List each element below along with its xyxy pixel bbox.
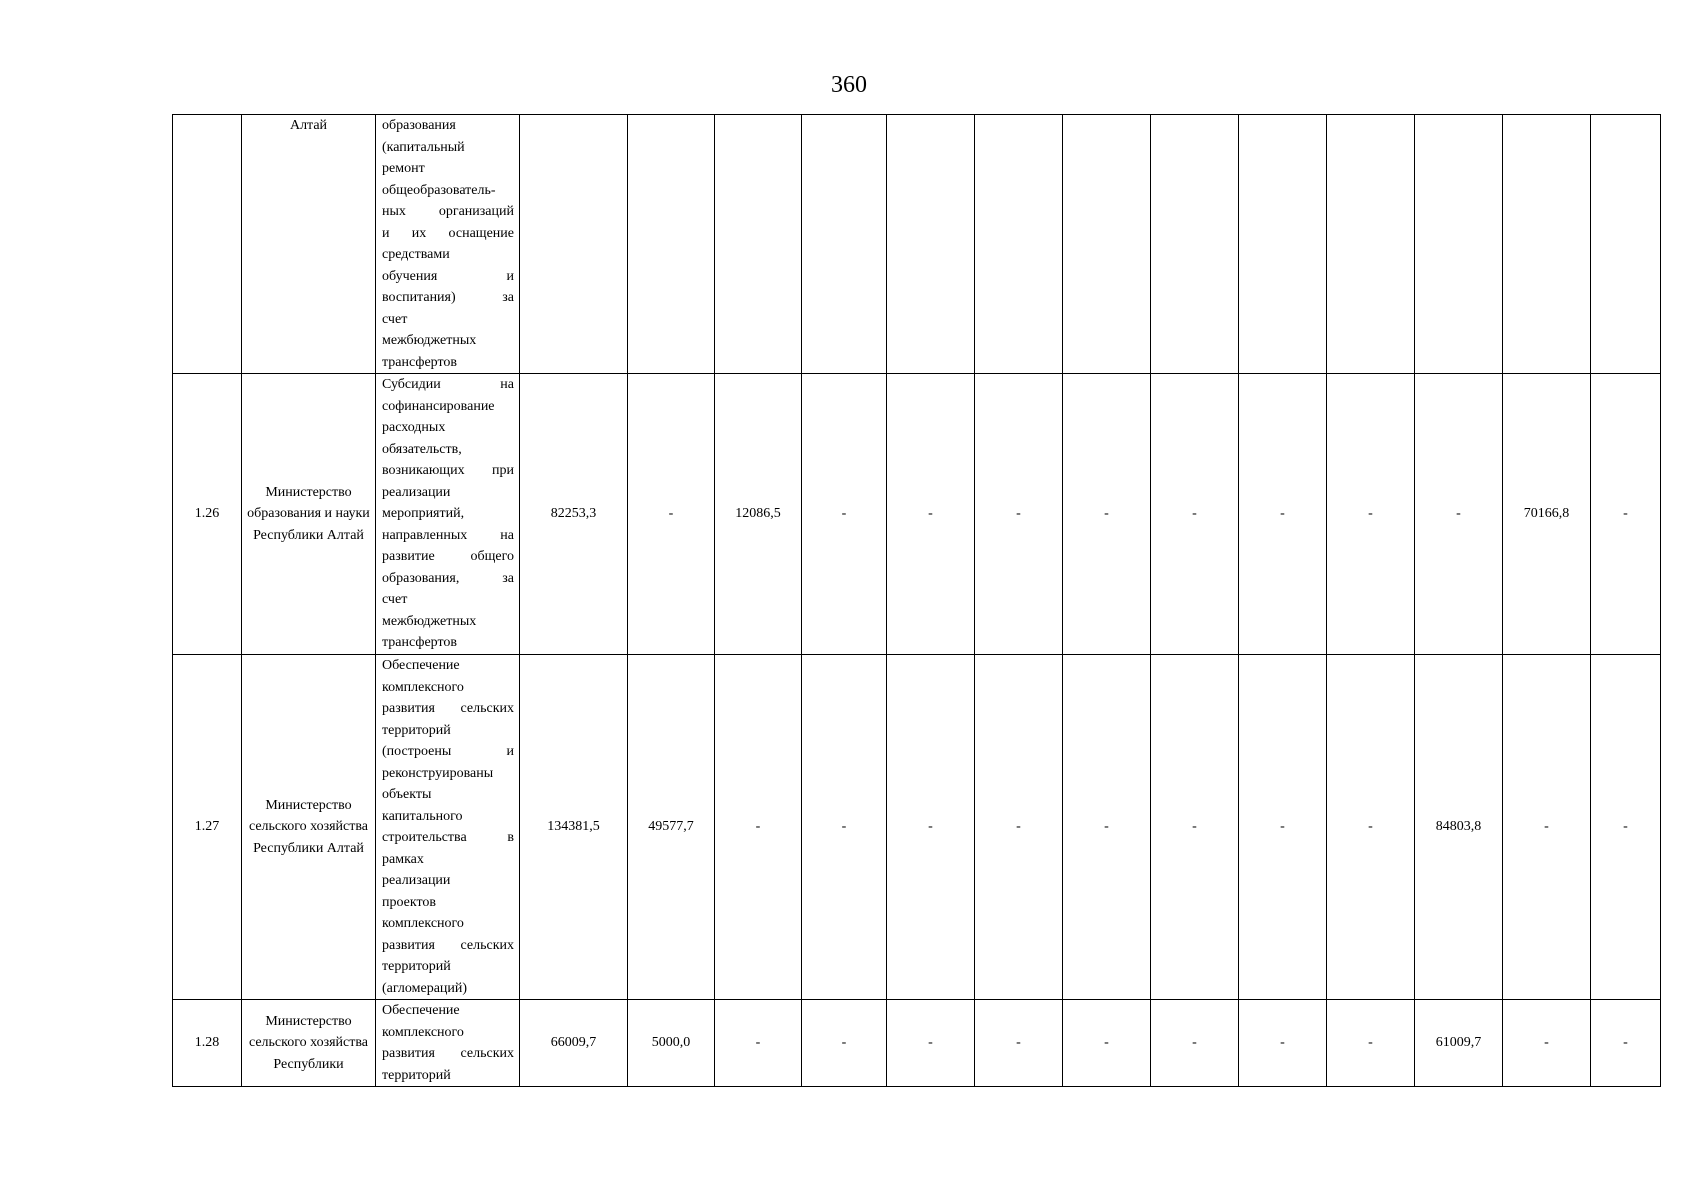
amount-cell: - (802, 374, 887, 655)
amount-cell: - (1591, 1000, 1661, 1087)
row-number-cell: 1.27 (173, 655, 242, 1000)
description-line: рамках (382, 851, 424, 867)
budget-table (172, 114, 1661, 1087)
measure-description-cell (376, 115, 520, 374)
amount-cell: - (1327, 655, 1415, 1000)
amount-cell: - (887, 655, 975, 1000)
description-line: комплексного (382, 916, 464, 931)
description-line: проектов (382, 894, 437, 910)
description-line: обязательств, (382, 441, 462, 457)
table-row (173, 655, 1661, 1000)
amount-cell: - (1503, 1000, 1591, 1087)
description-line: средствами (382, 247, 450, 262)
amount-cell (1063, 115, 1151, 374)
amount-cell (887, 115, 975, 374)
table-row (173, 1000, 1661, 1087)
description-line: реализации (382, 873, 451, 888)
description-line: территорий (382, 722, 451, 738)
amount-cell: - (975, 1000, 1063, 1087)
row-number-cell (173, 115, 242, 374)
amount-cell: - (1063, 1000, 1151, 1087)
description-line: территорий (382, 959, 451, 974)
amount-cell: - (1151, 1000, 1239, 1087)
amount-cell: 82253,3 (520, 374, 628, 655)
amount-cell: 66009,7 (520, 1000, 628, 1087)
amount-cell (715, 115, 802, 374)
table-body (173, 115, 1661, 1087)
responsible-org-cell: Министерство образования и науки Республики Алтай (242, 374, 376, 655)
description-line: мероприятий, (382, 506, 465, 521)
description-line: ремонт (382, 161, 425, 176)
description-line: счет (382, 311, 408, 327)
amount-cell: 5000,0 (628, 1000, 715, 1087)
amount-cell: - (1415, 374, 1503, 655)
measure-description-cell (376, 374, 520, 655)
amount-cell (802, 115, 887, 374)
measure-description-cell (376, 1000, 520, 1087)
description-line: комплексного (382, 679, 464, 695)
description-line: и их оснащение (382, 225, 514, 241)
description-line: развития сельских (382, 1046, 514, 1061)
row-number-cell: 1.28 (173, 1000, 242, 1087)
description-line: общеобразователь- (382, 182, 496, 198)
description-line: (построены и (382, 744, 514, 759)
description-line: межбюджетных (382, 333, 477, 348)
amount-cell: - (802, 655, 887, 1000)
amount-cell (1591, 115, 1661, 374)
table-row (173, 115, 1661, 374)
description-line: ных организаций (382, 204, 514, 219)
amount-cell (1415, 115, 1503, 374)
description-line: (капитальный (382, 139, 465, 155)
amount-cell (1503, 115, 1591, 374)
amount-cell (1239, 115, 1327, 374)
page-number: 360 (831, 72, 867, 98)
amount-cell (1151, 115, 1239, 374)
description-line: развития сельских (382, 701, 514, 716)
amount-cell: - (887, 374, 975, 655)
description-line: софинансирование (382, 398, 495, 414)
description-line: строительства в (382, 830, 514, 845)
table-row (173, 374, 1661, 655)
description-line: развития сельских (382, 937, 514, 953)
description-line: направленных на (382, 527, 514, 543)
amount-cell: - (1239, 374, 1327, 655)
amount-cell: - (715, 655, 802, 1000)
responsible-org-cell: Министерство сельского хозяйства Республики Алтай (242, 655, 376, 1000)
description-line: реализации (382, 484, 451, 500)
responsible-org-cell: Алтай (242, 115, 376, 374)
amount-cell: - (975, 374, 1063, 655)
description-line: Обеспечение (382, 1003, 460, 1018)
amount-cell: - (1239, 1000, 1327, 1087)
description-line: воспитания) за (382, 290, 514, 305)
description-line: реконструированы (382, 765, 494, 781)
description-line: капитального (382, 808, 463, 824)
amount-cell: - (887, 1000, 975, 1087)
description-line: трансфертов (382, 354, 458, 370)
description-line: комплексного (382, 1024, 464, 1040)
responsible-org-cell: Министерство сельского хозяйства Республики (242, 1000, 376, 1087)
amount-cell (628, 115, 715, 374)
description-line: Обеспечение (382, 658, 460, 673)
amount-cell: 134381,5 (520, 655, 628, 1000)
amount-cell: 12086,5 (715, 374, 802, 655)
row-number-cell: 1.26 (173, 374, 242, 655)
amount-cell: - (1327, 1000, 1415, 1087)
amount-cell (1327, 115, 1415, 374)
amount-cell: - (1327, 374, 1415, 655)
amount-cell: 49577,7 (628, 655, 715, 1000)
amount-cell: - (715, 1000, 802, 1087)
description-line: образования (382, 118, 456, 133)
amount-cell: 70166,8 (1503, 374, 1591, 655)
description-line: (агломераций) (382, 980, 468, 996)
amount-cell: - (975, 655, 1063, 1000)
amount-cell: - (1063, 374, 1151, 655)
amount-cell: 84803,8 (1415, 655, 1503, 1000)
amount-cell: - (1591, 655, 1661, 1000)
amount-cell (520, 115, 628, 374)
amount-cell: - (1239, 655, 1327, 1000)
amount-cell: - (1151, 655, 1239, 1000)
description-line: обучения и (382, 268, 514, 284)
description-line: Субсидии на (382, 377, 514, 392)
description-line: развитие общего (382, 549, 514, 564)
amount-cell: - (802, 1000, 887, 1087)
description-line: межбюджетных (382, 613, 477, 629)
description-line: объекты (382, 787, 432, 802)
description-line: счет (382, 592, 408, 607)
amount-cell: - (628, 374, 715, 655)
amount-cell: - (1151, 374, 1239, 655)
description-line: территорий (382, 1067, 451, 1083)
amount-cell (975, 115, 1063, 374)
measure-description-cell (376, 655, 520, 1000)
description-line: расходных (382, 420, 446, 435)
amount-cell: - (1503, 655, 1591, 1000)
amount-cell: - (1063, 655, 1151, 1000)
amount-cell: 61009,7 (1415, 1000, 1503, 1087)
description-line: возникающих при (382, 463, 514, 478)
description-line: трансфертов (382, 635, 458, 650)
description-line: образования, за (382, 570, 514, 586)
amount-cell: - (1591, 374, 1661, 655)
